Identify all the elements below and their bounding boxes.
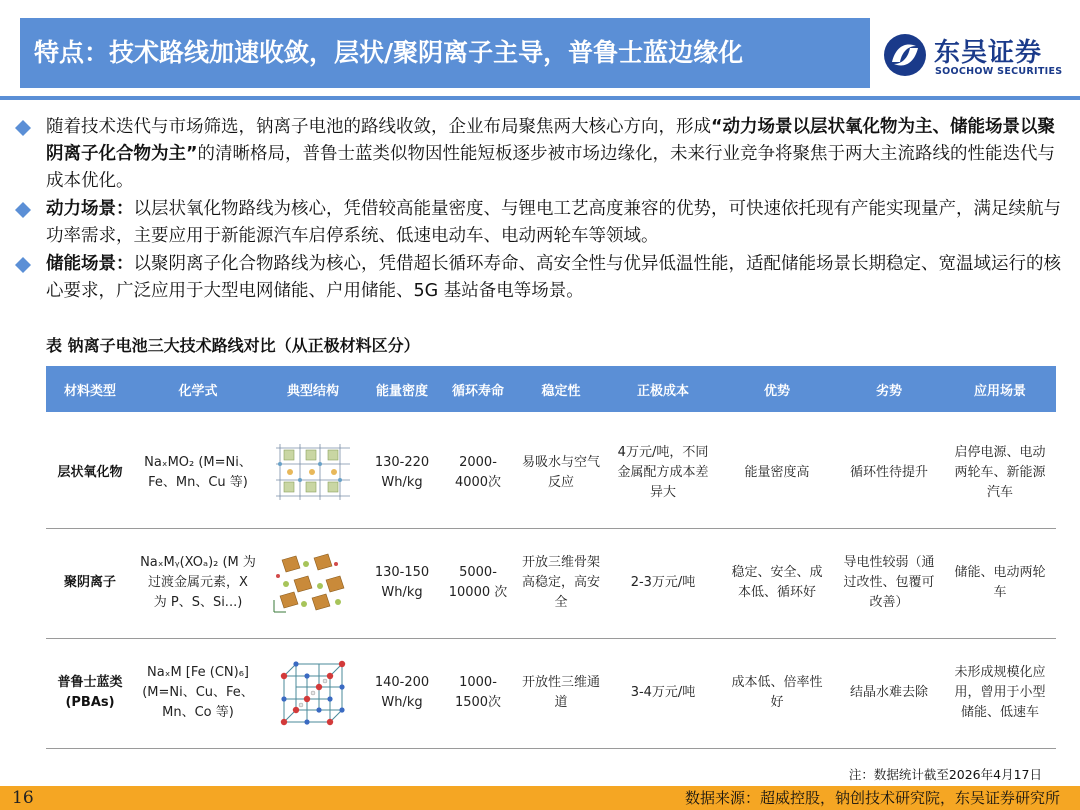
disadvantages: 导电性较弱（通过改性、包覆可改善） <box>834 528 944 638</box>
energy-density: 130-150 Wh/kg <box>364 528 440 638</box>
header-cell: 优势 <box>720 366 834 412</box>
energy-density: 130-220 Wh/kg <box>364 418 440 528</box>
stability: 开放性三维通道 <box>516 638 606 748</box>
chemical-formula: NaₓMO₂ (M=Ni、Fe、Mn、Cu 等) <box>134 418 262 528</box>
prussian-blue-structure-icon <box>270 658 356 728</box>
applications: 储能、电动两轮车 <box>944 528 1056 638</box>
bullet-text: 以聚阴离子化合物路线为核心，凭借超长循环寿命、高安全性与优异低温性能，适配储能场景长期稳定、宽温域运行的核心要求，广泛应用于大型电网储能、户用储能、5G 基站备电等场景。 <box>46 254 1061 301</box>
cathode-cost: 4万元/吨，不同金属配方成本差异大 <box>606 418 720 528</box>
header-cell: 循环寿命 <box>440 366 516 412</box>
logo-chinese-name: 东吴证券 <box>934 38 1043 68</box>
table-caption: 表 钠离子电池三大技术路线对比（从正极材料区分） <box>46 336 420 355</box>
comparison-table <box>46 366 1056 749</box>
structure-image <box>262 418 364 528</box>
bullet-text-tail: 的清晰格局，普鲁士蓝类似物因性能短板逐步被市场边缘化，未来行业竞争将聚焦于两大主流路线的性能迭代与成本优化。 <box>46 144 1056 191</box>
header-cell: 化学式 <box>134 366 262 412</box>
stability: 易吸水与空气反应 <box>516 418 606 528</box>
slide-title: 特点：技术路线加速收敛，层状/聚阴离子主导，普鲁士蓝边缘化 <box>34 38 744 67</box>
advantages: 成本低、倍率性好 <box>720 638 834 748</box>
chemical-formula: NaₓM [Fe (CN)₆] (M=Ni、Cu、Fe、Mn、Co 等) <box>134 638 262 748</box>
page-number: 16 <box>12 788 34 808</box>
cathode-cost: 3-4万元/吨 <box>606 638 720 748</box>
table-note: 注：数据统计截至2026年4月17日 <box>848 767 1042 782</box>
slide-footer <box>0 786 1080 810</box>
cycle-life: 5000-10000 次 <box>440 528 516 638</box>
table-header-row <box>46 366 1056 412</box>
polyanion-structure-icon <box>270 550 356 616</box>
bullet-list <box>14 114 1064 306</box>
header-cell: 材料类型 <box>46 366 134 412</box>
material-type: 普鲁士蓝类 (PBAs) <box>46 638 134 748</box>
disadvantages: 循环性待提升 <box>834 418 944 528</box>
bullet-text: 随着技术迭代与市场筛选，钠离子电池的路线收敛，企业布局聚焦两大核心方向，形成 <box>46 117 711 137</box>
disadvantages: 结晶水难去除 <box>834 638 944 748</box>
header-cell: 劣势 <box>834 366 944 412</box>
bullet-emphasis: “动力场景以层状氧化物为主、储能场景以聚阴离子化合物为主” <box>46 117 1055 164</box>
applications: 启停电源、电动两轮车、新能源汽车 <box>944 418 1056 528</box>
table-row <box>46 638 1056 748</box>
header-cell: 能量密度 <box>364 366 440 412</box>
diamond-bullet-icon <box>14 201 32 219</box>
bullet-item <box>14 114 1064 195</box>
layered-oxide-structure-icon <box>270 440 356 506</box>
energy-density: 140-200 Wh/kg <box>364 638 440 748</box>
header-cell: 典型结构 <box>262 366 364 412</box>
structure-image <box>262 638 364 748</box>
cathode-cost: 2-3万元/吨 <box>606 528 720 638</box>
cycle-life: 1000-1500次 <box>440 638 516 748</box>
bullet-item <box>14 196 1064 250</box>
title-bar <box>20 18 870 88</box>
header-cell: 应用场景 <box>944 366 1056 412</box>
material-type: 层状氧化物 <box>46 418 134 528</box>
header-divider <box>0 96 1080 100</box>
logo-english-name: SOOCHOW SECURITIES <box>935 66 1063 77</box>
header-cell: 正极成本 <box>606 366 720 412</box>
diamond-bullet-icon <box>14 119 32 137</box>
table-row <box>46 528 1056 638</box>
material-type: 聚阴离子 <box>46 528 134 638</box>
slide-header <box>0 0 1080 100</box>
advantages: 稳定、安全、成本低、循环好 <box>720 528 834 638</box>
bullet-text: 以层状氧化物路线为核心，凭借较高能量密度、与锂电工艺高度兼容的优势，可快速依托现有产能实现量产，满足续航与功率需求，主要应用于新能源汽车启停系统、低速电动车、电动两轮车等领域。 <box>46 199 1061 246</box>
applications: 未形成规模化应用，曾用于小型储能、低速车 <box>944 638 1056 748</box>
diamond-bullet-icon <box>14 256 32 274</box>
cycle-life: 2000-4000次 <box>440 418 516 528</box>
soochow-logo-icon <box>882 32 928 78</box>
structure-image <box>262 528 364 638</box>
bullet-lead: 动力场景： <box>46 199 134 219</box>
data-source: 数据来源：超威控股，钠创技术研究院，东吴证券研究所 <box>684 789 1060 807</box>
bullet-item <box>14 251 1064 305</box>
header-cell: 稳定性 <box>516 366 606 412</box>
chemical-formula: NaₓMᵧ(XOₐ)₂ (M 为过渡金属元素，X 为 P、S、Si...) <box>134 528 262 638</box>
stability: 开放三维骨架高稳定，高安全 <box>516 528 606 638</box>
company-logo <box>882 30 1062 80</box>
table-row <box>46 418 1056 528</box>
bullet-lead: 储能场景： <box>46 254 134 274</box>
advantages: 能量密度高 <box>720 418 834 528</box>
